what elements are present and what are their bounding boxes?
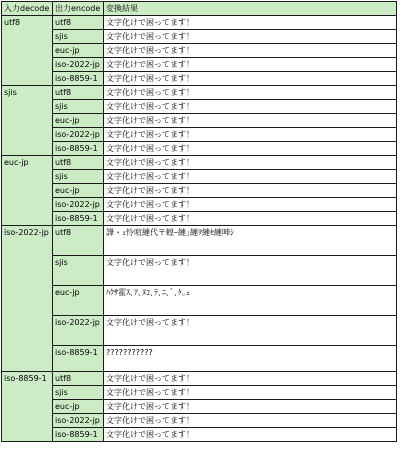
result-cell[interactable]: 文字化けで困ってます！ <box>104 72 397 86</box>
table-row <box>2 184 397 198</box>
result-cell[interactable]: 文字化けで困ってます！ <box>104 142 397 156</box>
result-cell[interactable]: 文字化けで困ってます！ <box>104 170 397 184</box>
table-row <box>2 428 397 442</box>
output-encode-cell[interactable]: euc-jp <box>53 286 104 316</box>
result-cell[interactable]: 文字化けで困ってます！ <box>104 114 397 128</box>
result-cell[interactable]: ﾊｸｻ霍ｽ､ｱ､ﾇｺ､ﾃ､ﾆ､ﾞ､ｹ｡ｪ <box>104 286 397 316</box>
output-encode-cell[interactable]: euc-jp <box>53 114 104 128</box>
table-row <box>2 286 397 316</box>
result-cell[interactable]: 文字化けで困ってます！ <box>104 184 397 198</box>
result-cell[interactable]: 文字化けで困ってます！ <box>104 198 397 212</box>
output-encode-cell[interactable]: iso-2022-jp <box>53 414 104 428</box>
header-result[interactable]: 変換結果 <box>104 2 397 16</box>
output-encode-cell[interactable]: iso-8859-1 <box>53 346 104 372</box>
table-body <box>2 16 397 442</box>
table-row <box>2 400 397 414</box>
output-encode-cell[interactable]: euc-jp <box>53 184 104 198</box>
result-cell[interactable]: 文字化けで困ってます！ <box>104 58 397 72</box>
table-row <box>2 226 397 256</box>
output-encode-cell[interactable]: iso-8859-1 <box>53 212 104 226</box>
output-encode-cell[interactable]: iso-2022-jp <box>53 58 104 72</box>
result-cell[interactable]: 文字化けで困ってます！ <box>104 428 397 442</box>
output-encode-cell[interactable]: sjis <box>53 100 104 114</box>
input-decode-cell[interactable]: iso-2022-jp <box>2 226 53 372</box>
encoding-result-sheet <box>1 1 397 442</box>
result-cell[interactable]: 文字化けで困ってます！ <box>104 256 397 286</box>
table-row <box>2 72 397 86</box>
table-row <box>2 316 397 346</box>
output-encode-cell[interactable]: utf8 <box>53 16 104 30</box>
header-output-encode[interactable]: 出力encode <box>53 2 104 16</box>
output-encode-cell[interactable]: iso-2022-jp <box>53 128 104 142</box>
result-cell[interactable]: 文字化けで困ってます！ <box>104 316 397 346</box>
table-row <box>2 58 397 72</box>
result-cell[interactable]: 文字化けで困ってます！ <box>104 372 397 386</box>
result-cell[interactable]: 文字化けで困ってます！ <box>104 100 397 114</box>
table-row <box>2 86 397 100</box>
result-cell[interactable]: 文字化けで困ってます！ <box>104 44 397 58</box>
output-encode-cell[interactable]: utf8 <box>53 86 104 100</box>
output-encode-cell[interactable]: sjis <box>53 30 104 44</box>
output-encode-cell[interactable]: sjis <box>53 256 104 286</box>
result-cell[interactable]: 文字化けで困ってます！ <box>104 386 397 400</box>
table-row <box>2 114 397 128</box>
output-encode-cell[interactable]: utf8 <box>53 372 104 386</box>
table-row <box>2 198 397 212</box>
table-row <box>2 414 397 428</box>
encoding-result-table <box>1 1 397 442</box>
header-row <box>2 2 397 16</box>
output-encode-cell[interactable]: sjis <box>53 170 104 184</box>
output-encode-cell[interactable]: sjis <box>53 386 104 400</box>
output-encode-cell[interactable]: iso-2022-jp <box>53 316 104 346</box>
table-row <box>2 156 397 170</box>
result-cell[interactable]: ??????????? <box>104 346 397 372</box>
result-cell[interactable]: 文字化けで困ってます！ <box>104 400 397 414</box>
table-row <box>2 170 397 184</box>
result-cell[interactable]: 文字化けで困ってます！ <box>104 156 397 170</box>
input-decode-cell[interactable]: iso-8859-1 <box>2 372 53 442</box>
table-row <box>2 256 397 286</box>
output-encode-cell[interactable]: iso-8859-1 <box>53 142 104 156</box>
table-row <box>2 372 397 386</box>
input-decode-cell[interactable]: utf8 <box>2 16 53 86</box>
result-cell[interactable]: 文字化けで困ってます！ <box>104 86 397 100</box>
result-cell[interactable]: 文字化けで困ってます！ <box>104 212 397 226</box>
result-cell[interactable]: 文字化けで困ってます！ <box>104 30 397 44</box>
output-encode-cell[interactable]: iso-2022-jp <box>53 198 104 212</box>
table-row <box>2 128 397 142</box>
table-row <box>2 44 397 58</box>
table-row <box>2 16 397 30</box>
output-encode-cell[interactable]: utf8 <box>53 226 104 256</box>
result-cell[interactable]: 文字化けで困ってます！ <box>104 414 397 428</box>
output-encode-cell[interactable]: euc-jp <box>53 44 104 58</box>
output-encode-cell[interactable]: iso-8859-1 <box>53 72 104 86</box>
table-row <box>2 100 397 114</box>
output-encode-cell[interactable]: euc-jp <box>53 400 104 414</box>
table-row <box>2 142 397 156</box>
header-input-decode[interactable]: 入力decode <box>2 2 53 16</box>
output-encode-cell[interactable]: utf8 <box>53 156 104 170</box>
input-decode-cell[interactable]: sjis <box>2 86 53 156</box>
table-row <box>2 386 397 400</box>
result-cell[interactable]: 文字化けで困ってます！ <box>104 16 397 30</box>
table-row <box>2 30 397 44</box>
table-row <box>2 346 397 372</box>
result-cell[interactable]: 譁・ｭ怜喧縺代〒蝗ｰ縺｣縺ｦ縺ｾ縺呻ｼ <box>104 226 397 256</box>
output-encode-cell[interactable]: iso-8859-1 <box>53 428 104 442</box>
table-row <box>2 212 397 226</box>
result-cell[interactable]: 文字化けで困ってます！ <box>104 128 397 142</box>
input-decode-cell[interactable]: euc-jp <box>2 156 53 226</box>
